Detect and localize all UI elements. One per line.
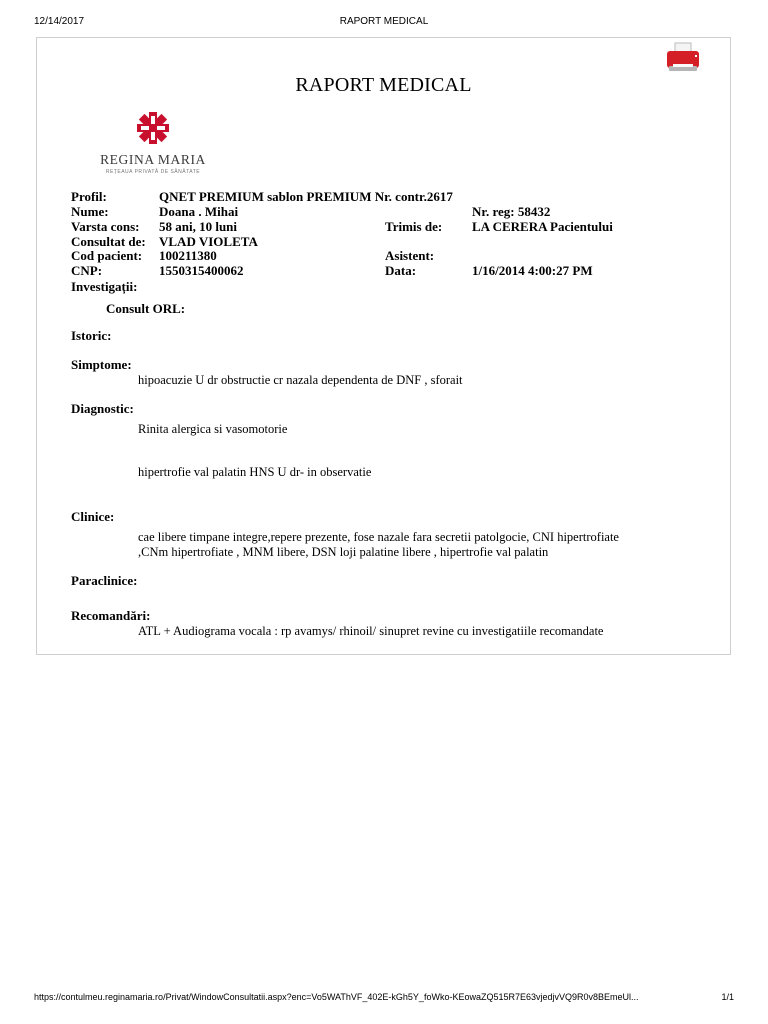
clinice-label: Clinice: — [71, 509, 115, 524]
clinice-line-1: cae libere timpane integre,repere prezente, fose nazale fara secretii patolgocie, CNI hipertrofiate — [138, 530, 619, 544]
cnp-label: CNP: — [71, 263, 103, 278]
cnp-value: 1550315400062 — [159, 263, 244, 278]
print-date: 12/14/2017 — [34, 16, 85, 27]
medical-report — [36, 37, 731, 655]
print-title: RAPORT MEDICAL — [339, 16, 429, 27]
nume-label: Nume: — [71, 204, 109, 219]
asistent-label: Asistent: — [385, 248, 435, 263]
nr-reg: Nr. reg: 58432 — [472, 204, 551, 219]
istoric-label: Istoric: — [71, 328, 112, 343]
print-header — [0, 16, 768, 30]
profil-value: QNET PREMIUM sablon PREMIUM Nr. contr.2617 — [159, 189, 453, 204]
diagnostic-label: Diagnostic: — [71, 401, 134, 416]
clinice-line-2: ,CNm hipertrofiate , MNM libere, DSN loji palatine libere , hipertrofie val palatin — [138, 545, 549, 559]
diagnostic-line-2: hipertrofie val palatin HNS U dr- in observatie — [138, 465, 372, 479]
data-value: 1/16/2014 4:00:27 PM — [472, 263, 593, 278]
simptome-text: hipoacuzie U dr obstructie cr nazala dependenta de DNF , sforait — [138, 373, 463, 387]
page-number: 1/1 — [721, 992, 734, 1002]
consultat-label: Consultat de: — [71, 234, 146, 249]
cod-pacient-label: Cod pacient: — [71, 248, 143, 263]
simptome-label: Simptome: — [71, 357, 132, 372]
print-footer — [0, 992, 768, 1006]
diagnostic-line-1: Rinita alergica si vasomotorie — [138, 422, 288, 436]
consultat-value: VLAD VIOLETA — [159, 234, 258, 249]
nume-value: Doana . Mihai — [159, 204, 239, 219]
data-label: Data: — [385, 263, 417, 278]
printer-icon[interactable] — [665, 42, 701, 74]
consult-orl-label: Consult ORL: — [106, 301, 186, 316]
page-url: https://contulmeu.reginamaria.ro/Privat/WindowConsultatii.aspx?enc=Vo5WAThVF_402E-kGh5Y_foWko-KEowaZQ515R7E63vjedjvVQ9R0v8BEmeUl... — [34, 992, 639, 1002]
report-title: RAPORT MEDICAL — [295, 74, 472, 96]
logo-tagline: REȚEAUA PRIVATĂ DE SĂNĂTATE — [105, 169, 201, 175]
trimis-value: LA CERERA Pacientului — [472, 219, 613, 234]
logo-name: REGINA MARIA — [100, 152, 206, 167]
recomandari-label: Recomandări: — [71, 608, 151, 623]
recomandari-text: ATL + Audiograma vocala : rp avamys/ rhinoil/ sinupret revine cu investigatiile recomandate — [138, 624, 604, 638]
profil-label: Profil: — [71, 189, 107, 204]
cod-pacient-value: 100211380 — [159, 248, 217, 263]
regina-maria-logo — [95, 110, 211, 180]
paraclinice-label: Paraclinice: — [71, 573, 138, 588]
star-cross-icon — [135, 110, 171, 146]
investigatii-label: Investigații: — [71, 279, 138, 294]
varsta-label: Varsta cons: — [71, 219, 140, 234]
trimis-label: Trimis de: — [385, 219, 443, 234]
varsta-value: 58 ani, 10 luni — [159, 219, 238, 234]
